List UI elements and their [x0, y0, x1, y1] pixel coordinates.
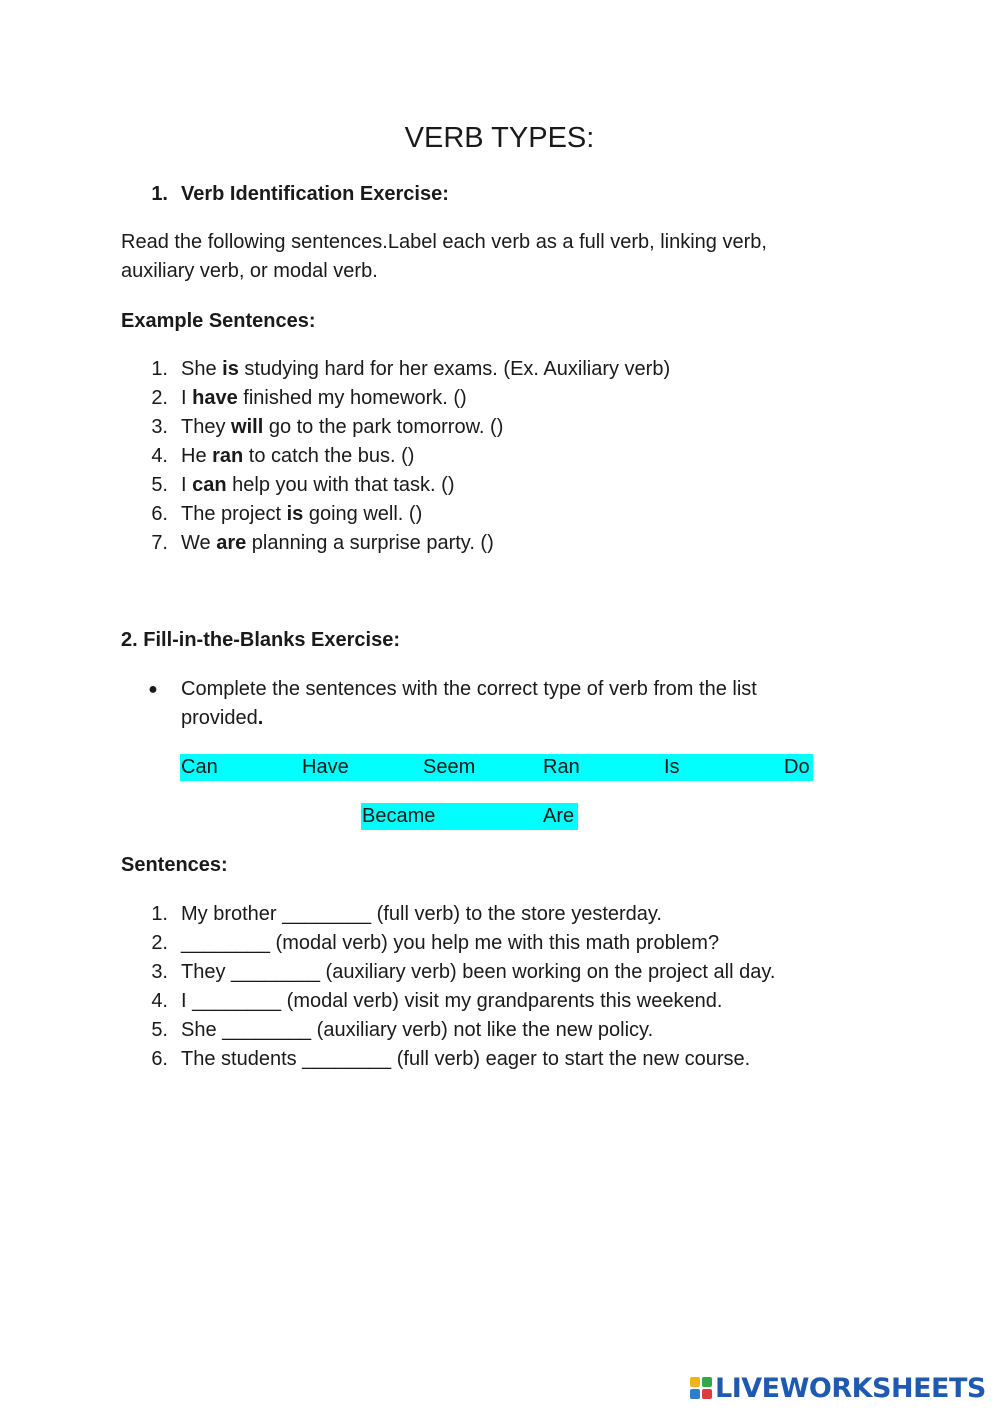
sentence-pre: He	[181, 445, 213, 467]
list-number: 5.	[151, 1019, 168, 1041]
sentence-text: She ________ (auxiliary verb) not like the new policy.	[181, 1019, 654, 1041]
sentence-text: I ________ (modal verb) visit my grandparents this weekend.	[181, 990, 723, 1012]
bullet-line-1: Complete the sentences with the correct type of verb from the list	[181, 678, 757, 700]
highlighted-verb: is	[222, 358, 239, 380]
sentence-post: help you with that task. ()	[226, 474, 455, 496]
list-number: 3.	[151, 416, 168, 438]
sentence-post: finished my homework. ()	[237, 387, 467, 409]
word-bank-item: Is	[664, 756, 680, 778]
list-number: 3.	[151, 961, 168, 983]
section1-instructions	[121, 228, 767, 286]
sentence-text: The students ________ (full verb) eager to start the new course.	[181, 1048, 751, 1070]
bullet-icon: ●	[148, 681, 158, 698]
highlighted-verb: ran	[212, 445, 244, 467]
section1-title: Verb Identification Exercise:	[181, 183, 449, 205]
sentence-post: going well. ()	[303, 503, 423, 525]
logo-mark-icon	[690, 1377, 712, 1399]
sentence-pre: I	[181, 387, 193, 409]
list-number: 4.	[151, 445, 168, 467]
sentence-post: studying hard for her exams. (Ex. Auxiliary verb)	[238, 358, 671, 380]
list-number: 6.	[151, 1048, 168, 1070]
sentence-text: They ________ (auxiliary verb) been working on the project all day.	[181, 961, 776, 983]
word-bank-item: Became	[362, 805, 436, 827]
sentence-post: to catch the bus. ()	[243, 445, 415, 467]
word-bank-row-1	[180, 754, 813, 781]
instructions-line-1: Read the following sentences.Label each verb as a full verb, linking verb,	[121, 231, 767, 253]
word-bank-item: Ran	[543, 756, 580, 778]
word-bank-item: Seem	[423, 756, 476, 778]
list-number: 2.	[151, 387, 168, 409]
bullet-period: .	[257, 707, 264, 729]
bullet-line-2: provided	[181, 707, 258, 729]
word-bank-item: Do	[784, 756, 810, 778]
sentence-text: My brother ________ (full verb) to the store yesterday.	[181, 903, 662, 925]
list-number: 7.	[151, 532, 168, 554]
highlighted-verb: will	[231, 416, 264, 438]
list-number: 4.	[151, 990, 168, 1012]
liveworksheets-logo	[690, 1374, 986, 1402]
page-title: VERB TYPES:	[404, 122, 595, 154]
list-number: 1.	[151, 903, 168, 925]
sentence-text: ________ (modal verb) you help me with this math problem?	[181, 932, 720, 954]
highlighted-verb: are	[216, 532, 247, 554]
word-bank-item: Can	[181, 756, 218, 778]
word-bank-row-2	[361, 803, 578, 830]
word-bank-item: Have	[302, 756, 349, 778]
sentence-pre: They	[181, 416, 232, 438]
section2-heading: 2. Fill-in-the-Blanks Exercise:	[121, 629, 400, 651]
instructions-line-2: auxiliary verb, or modal verb.	[121, 260, 378, 282]
highlighted-verb: have	[192, 387, 238, 409]
sentences-heading: Sentences:	[121, 854, 228, 876]
sentence-post: planning a surprise party. ()	[246, 532, 494, 554]
examples-heading: Example Sentences:	[121, 310, 316, 332]
word-bank-item: Are	[543, 805, 575, 827]
list-number: 5.	[151, 474, 168, 496]
sentence-pre: We	[181, 532, 217, 554]
sentence-pre: She	[181, 358, 223, 380]
section1-number: 1.	[151, 183, 168, 205]
logo-text: LIVEWORKSHEETS	[715, 1372, 986, 1404]
highlighted-verb: is	[286, 503, 304, 525]
highlighted-verb: can	[192, 474, 227, 496]
sentence-pre: I	[181, 474, 193, 496]
list-number: 2.	[151, 932, 168, 954]
sentence-post: go to the park tomorrow. ()	[263, 416, 504, 438]
sentence-pre: The project	[181, 503, 287, 525]
list-number: 1.	[151, 358, 168, 380]
list-number: 6.	[151, 503, 168, 525]
